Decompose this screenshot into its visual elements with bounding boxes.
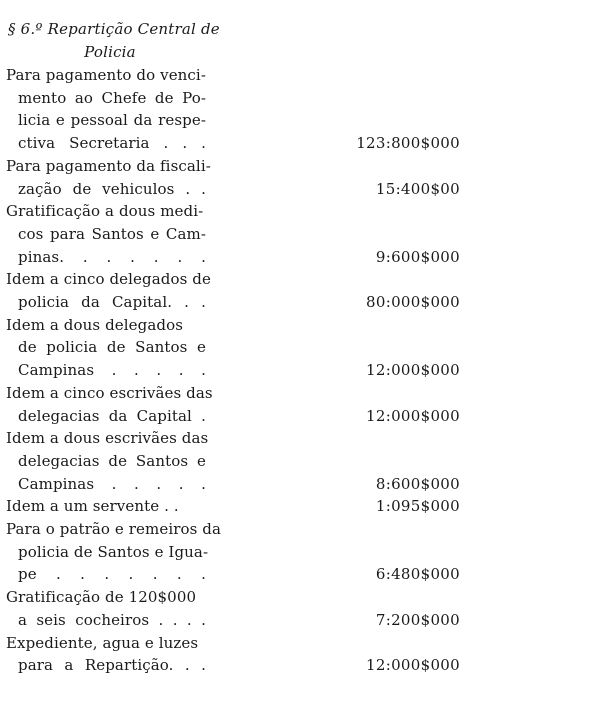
entry-description-line: Para o patrão e remeiros da bbox=[6, 520, 222, 539]
budget-entry bbox=[0, 632, 600, 677]
entry-description-line: cos para Santos e Cam- bbox=[18, 224, 206, 243]
entry-description-line: para a Repartição. . . bbox=[18, 656, 206, 675]
entry-description-line: Idem a um servente . . bbox=[6, 497, 179, 516]
entry-description-line: Idem a dous escrivães das bbox=[6, 429, 209, 448]
entry-description-line: Gratificação a dous medi- bbox=[6, 202, 204, 221]
entry-description-line: Para pagamento do venci- bbox=[6, 66, 206, 84]
budget-entry bbox=[0, 382, 600, 427]
budget-entry bbox=[0, 200, 600, 268]
entry-amount: 123:800$000 bbox=[356, 134, 460, 153]
entry-description-line: de policia de Santos e bbox=[18, 338, 206, 357]
entry-description bbox=[0, 155, 212, 200]
section-subtitle: Policia bbox=[84, 43, 136, 61]
entry-description-line: licia e pessoal da respe- bbox=[18, 111, 206, 130]
budget-entry bbox=[0, 155, 600, 200]
entry-description bbox=[0, 382, 212, 427]
entry-description-line: policia da Capital. . . bbox=[18, 293, 206, 312]
entry-amount: 80:000$000 bbox=[366, 293, 460, 312]
entry-amount: 1:095$000 bbox=[375, 497, 460, 516]
entry-description bbox=[0, 632, 212, 677]
budget-entry bbox=[0, 495, 600, 518]
section-title: § 6.º Repartição Central de bbox=[8, 20, 220, 38]
entry-description-line: pe . . . . . . . bbox=[18, 565, 206, 584]
entry-description-line: Gratificação de 120$000 bbox=[6, 588, 197, 607]
budget-entry bbox=[0, 427, 600, 495]
entry-description-line: delegacias de Santos e bbox=[18, 451, 206, 470]
entry-description-line: pinas. . . . . . . bbox=[18, 247, 206, 266]
entry-description-line: Idem a dous delegados bbox=[6, 315, 183, 334]
entry-description-line: a seis cocheiros . . . . bbox=[18, 610, 206, 629]
entry-description bbox=[0, 200, 212, 268]
budget-entry bbox=[0, 314, 600, 382]
entry-amount: 9:600$000 bbox=[375, 247, 460, 266]
entry-description bbox=[0, 427, 212, 495]
budget-entry bbox=[0, 518, 600, 586]
entry-description-line: policia de Santos e Igua- bbox=[18, 542, 209, 561]
entry-description-line: Idem a cinco escrivães das bbox=[6, 383, 213, 402]
entry-description-line: Campinas . . . . . bbox=[18, 361, 206, 380]
entry-amount: 7:200$000 bbox=[375, 610, 460, 629]
entry-description-line: mento ao Chefe de Po- bbox=[18, 88, 206, 107]
entry-description-line: ctiva Secretaria . . . bbox=[18, 134, 206, 153]
entry-description bbox=[0, 495, 212, 518]
budget-entry bbox=[0, 586, 600, 631]
entry-description-line: Para pagamento da fiscali- bbox=[6, 156, 211, 175]
budget-entry bbox=[0, 64, 600, 155]
entry-description bbox=[0, 268, 212, 313]
entry-amount: 12:000$000 bbox=[366, 656, 460, 675]
entry-amount: 8:600$000 bbox=[375, 474, 460, 493]
entry-amount: 6:480$000 bbox=[375, 565, 460, 584]
section-heading bbox=[8, 18, 220, 64]
entry-amount: 12:000$000 bbox=[366, 406, 460, 425]
entry-description-line: Campinas . . . . . bbox=[18, 474, 206, 493]
entry-description bbox=[0, 518, 222, 586]
entry-amount: 12:000$000 bbox=[366, 361, 460, 380]
entry-description-line: Expediente, agua e luzes bbox=[6, 633, 199, 652]
entry-description bbox=[0, 64, 212, 155]
entry-amount: 15:400$00 bbox=[375, 179, 460, 198]
budget-entry bbox=[0, 268, 600, 313]
budget-entries bbox=[0, 64, 600, 677]
entry-description-line: zação de vehiculos . . bbox=[18, 179, 206, 198]
entry-description-line: delegacias da Capital . bbox=[18, 406, 206, 425]
entry-description-line: Idem a cinco delegados de bbox=[6, 270, 211, 289]
entry-description bbox=[0, 314, 212, 382]
entry-description bbox=[0, 586, 212, 631]
